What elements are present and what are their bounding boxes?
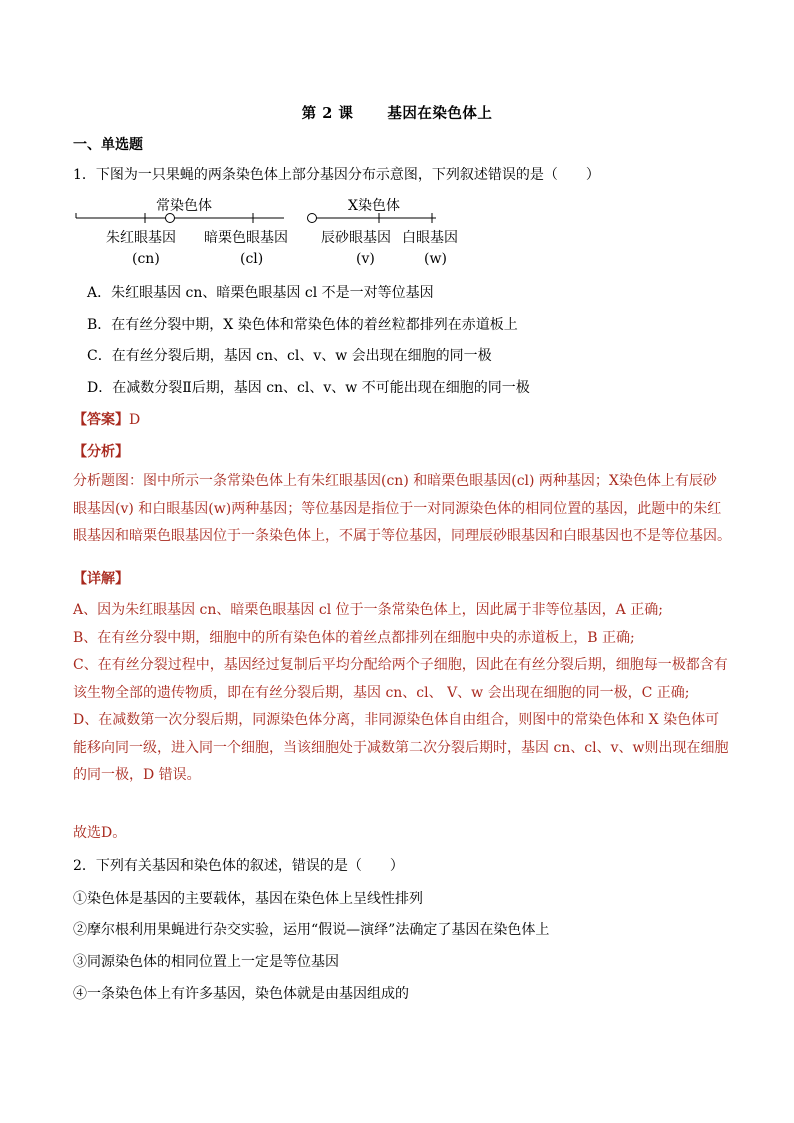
analysis-line: 分析题图：图中所示一条常染色体上有朱红眼基因(cn) 和暗栗色眼基因(cl) 两种基因；X染色体上有辰砂: [73, 473, 717, 489]
statement-2: ②摩尔根利用果蝇进行杂交实验，运用“假说—演绎”法确定了基因在染色体上: [73, 922, 550, 938]
answer-row: [73, 409, 140, 429]
answer-label: 【答案】: [73, 412, 129, 428]
option-c: C．在有丝分裂后期，基因 cn、cl、v、w 会出现在细胞的同一极: [87, 348, 492, 364]
chromosome-figure: [70, 190, 458, 270]
analysis-line: 眼基因和暗栗色眼基因位于一条染色体上，不属于等位基因，同理辰砂眼基因和白眼基因也不是等位基因。: [73, 528, 731, 544]
detail-line-c2: 该生物全部的遗传物质，即在有丝分裂后期，基因 cn、cl、 V、w 会出现在细胞的同一极，C 正确;: [73, 684, 690, 701]
analysis-label: 【分析】: [73, 444, 129, 460]
gene-cn-symbol: (cn): [132, 251, 160, 267]
page-title: [0, 102, 794, 123]
analysis-line: 眼基因(v) 和白眼基因(w)两种基因；等位基因是指位于一对同源染色体的相同位置的基因，此题中的朱红: [73, 500, 722, 517]
detail-line-d1: D、在减数第一次分裂后期，同源染色体分离，非同源染色体自由组合，则图中的常染色体和 X 染色体可: [73, 712, 720, 728]
detail-line-a: A、因为朱红眼基因 cn、暗栗色眼基因 cl 位于一条常染色体上，因此属于非等位基因，A 正确;: [73, 602, 663, 618]
autosome-label: 常染色体: [156, 198, 212, 214]
gene-w-name: 白眼基因: [402, 230, 458, 246]
lesson-number: 第 2 课: [301, 105, 354, 122]
lesson-title: 基因在染色体上: [387, 105, 493, 122]
statement-3: ③同源染色体的相同位置上一定是等位基因: [73, 954, 339, 970]
gene-v-symbol: (v): [356, 251, 375, 267]
question-1-stem: 1．下图为一只果蝇的两条染色体上部分基因分布示意图，下列叙述错误的是（ ）: [73, 167, 600, 183]
gene-cn-name: 朱红眼基因: [106, 230, 176, 246]
statement-4: ④一条染色体上有许多基因，染色体就是由基因组成的: [73, 986, 409, 1002]
conclusion: 故选D。: [73, 825, 127, 841]
gene-v-name: 辰砂眼基因: [321, 230, 391, 246]
question-2-stem: 2．下列有关基因和染色体的叙述，错误的是（ ）: [73, 858, 404, 874]
x-chromosome-label: X染色体: [348, 198, 400, 214]
statement-1: ①染色体是基因的主要载体，基因在染色体上呈线性排列: [73, 891, 423, 907]
answer-value: D: [129, 412, 141, 428]
detail-line-c1: C、在有丝分裂过程中，基因经过复制后平均分配给两个子细胞，因此在有丝分裂后期，细胞每一极都含有: [73, 657, 728, 673]
detail-label: 【详解】: [73, 571, 129, 587]
x-centromere: [308, 214, 317, 223]
detail-line-d3: 的同一极，D 错误。: [73, 767, 201, 783]
detail-line-b: B、在有丝分裂中期，细胞中的所有染色体的着丝点都排列在细胞中央的赤道板上，B 正确;: [73, 629, 635, 646]
section-heading: 一、单选题: [73, 137, 143, 153]
gene-w-symbol: (w): [424, 251, 447, 267]
option-a: A．朱红眼基因 cn、暗栗色眼基因 cl 不是一对等位基因: [87, 285, 434, 301]
option-b: B．在有丝分裂中期，X 染色体和常染色体的着丝粒都排列在赤道板上: [87, 317, 518, 333]
gene-cl-symbol: (cl): [240, 251, 264, 267]
detail-text: [73, 597, 729, 790]
detail-line-d2: 能移向同一级，进入同一个细胞，当该细胞处于减数第二次分裂后期时，基因 cn、cl、v、w则出现在细胞: [73, 739, 729, 756]
autosome-centromere: [166, 214, 175, 223]
gene-cl-name: 暗栗色眼基因: [204, 230, 288, 246]
analysis-text: [73, 468, 729, 551]
option-d: D．在减数分裂Ⅱ后期，基因 cn、cl、v、w 不可能出现在细胞的同一极: [87, 380, 530, 396]
